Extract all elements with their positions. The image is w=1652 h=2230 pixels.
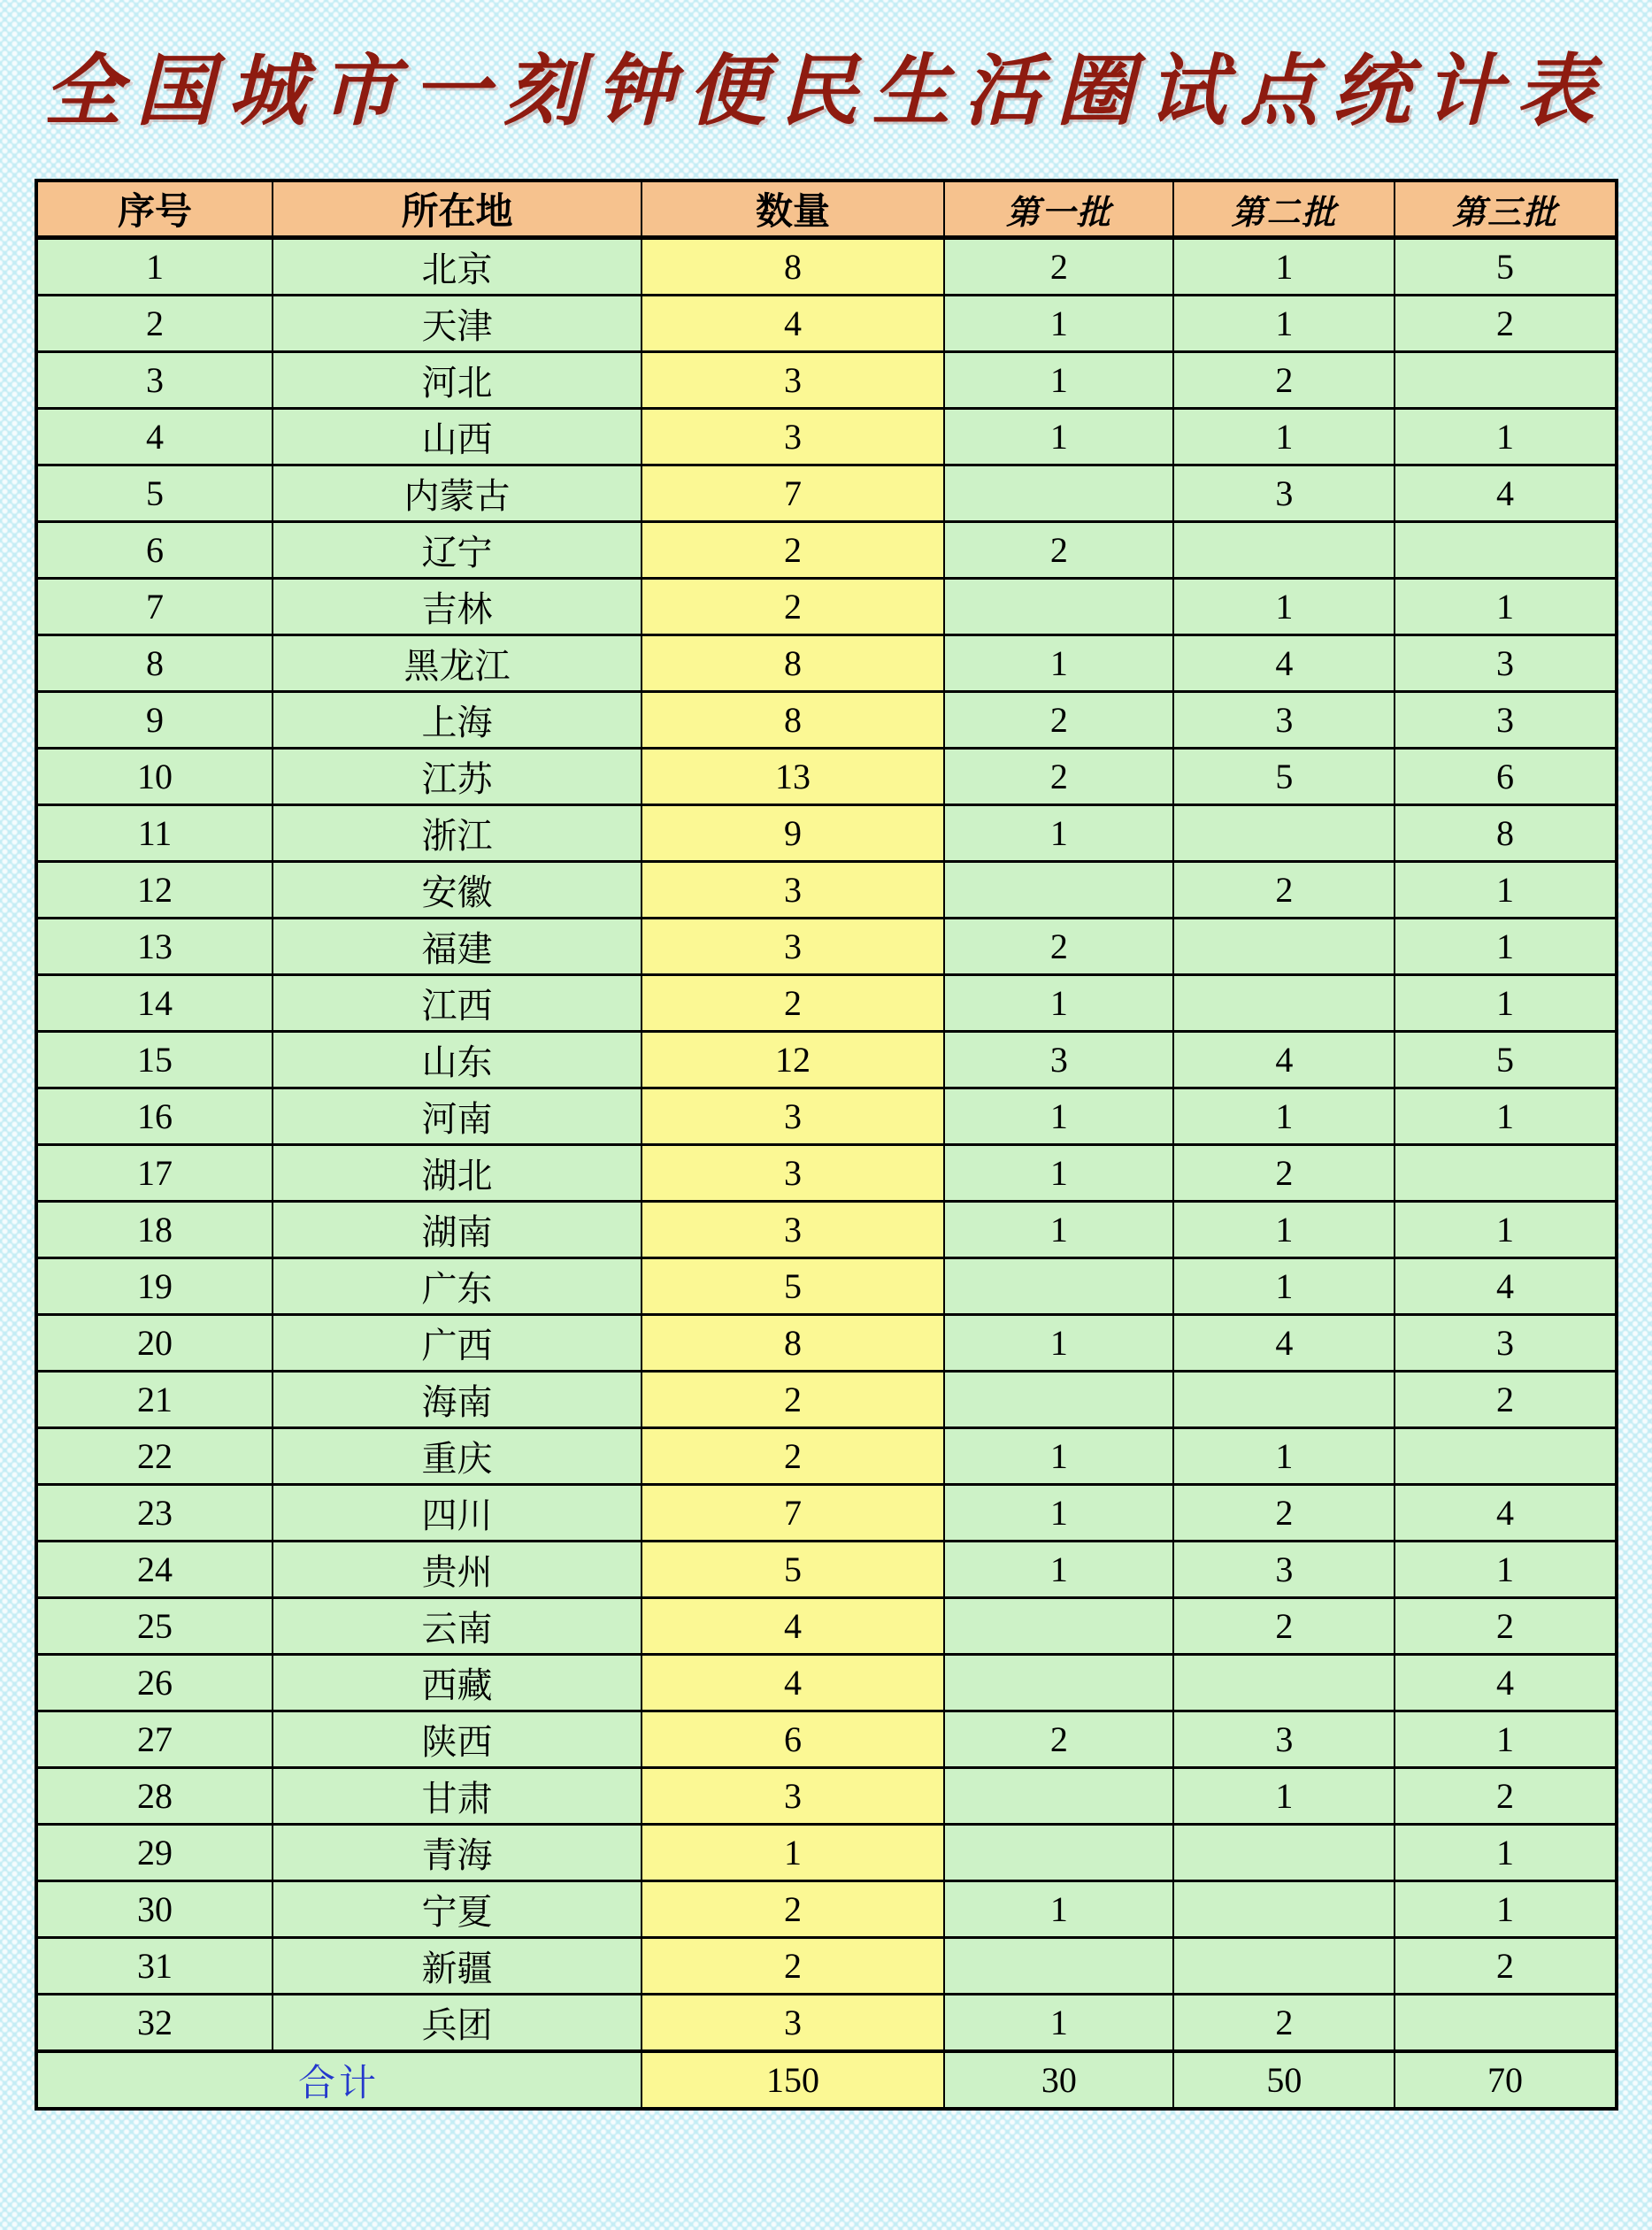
location-cell: 青海: [273, 1825, 641, 1881]
batch2-cell: 1: [1173, 579, 1395, 635]
batch1-cell: 1: [944, 805, 1173, 862]
batch2-cell: 1: [1173, 1202, 1395, 1258]
batch2-cell: 2: [1173, 862, 1395, 919]
seq-cell: 14: [36, 975, 273, 1032]
batch2-cell: 2: [1173, 1995, 1395, 2052]
batch3-cell: 3: [1395, 692, 1616, 749]
batch1-cell: [944, 1372, 1173, 1428]
location-cell: 湖南: [273, 1202, 641, 1258]
table-row: [36, 1768, 1617, 1825]
batch1-cell: 2: [944, 522, 1173, 579]
batch1-cell: 3: [944, 1032, 1173, 1088]
batch1-cell: 2: [944, 238, 1173, 296]
batch3-cell: 2: [1395, 296, 1616, 352]
batch2-cell: 1: [1173, 296, 1395, 352]
statistics-table: [35, 179, 1618, 2111]
quantity-cell: 8: [642, 1315, 945, 1372]
batch2-cell: 1: [1173, 1258, 1395, 1315]
seq-cell: 28: [36, 1768, 273, 1825]
batch1-cell: 1: [944, 1315, 1173, 1372]
quantity-cell: 2: [642, 1938, 945, 1995]
quantity-cell: 3: [642, 862, 945, 919]
table-row: [36, 409, 1617, 465]
batch1-cell: 1: [944, 1485, 1173, 1542]
table-row: [36, 1032, 1617, 1088]
table-row: [36, 919, 1617, 975]
quantity-cell: 2: [642, 522, 945, 579]
location-cell: 新疆: [273, 1938, 641, 1995]
batch1-cell: [944, 1655, 1173, 1711]
page-title: 全国城市一刻钟便民生活圈试点统计表: [43, 44, 1609, 136]
table-row: [36, 1485, 1617, 1542]
seq-cell: 6: [36, 522, 273, 579]
batch3-cell: 2: [1395, 1938, 1616, 1995]
quantity-cell: 2: [642, 1428, 945, 1485]
table-row: [36, 862, 1617, 919]
seq-cell: 18: [36, 1202, 273, 1258]
batch3-cell: 1: [1395, 1542, 1616, 1598]
quantity-cell: 7: [642, 465, 945, 522]
batch2-cell: 2: [1173, 1145, 1395, 1202]
batch1-cell: 1: [944, 1542, 1173, 1598]
batch3-cell: 1: [1395, 975, 1616, 1032]
batch2-cell: [1173, 1938, 1395, 1995]
seq-cell: 9: [36, 692, 273, 749]
batch3-cell: 1: [1395, 1711, 1616, 1768]
table-row: [36, 1088, 1617, 1145]
batch1-cell: 2: [944, 919, 1173, 975]
quantity-cell: 3: [642, 1768, 945, 1825]
batch2-cell: 3: [1173, 692, 1395, 749]
location-cell: 河南: [273, 1088, 641, 1145]
seq-cell: 32: [36, 1995, 273, 2052]
table-row: [36, 579, 1617, 635]
batch3-cell: 8: [1395, 805, 1616, 862]
quantity-cell: 5: [642, 1258, 945, 1315]
batch2-cell: 3: [1173, 1711, 1395, 1768]
table-row: [36, 296, 1617, 352]
location-cell: 西藏: [273, 1655, 641, 1711]
batch2-cell: [1173, 1372, 1395, 1428]
location-cell: 福建: [273, 919, 641, 975]
batch2-cell: [1173, 919, 1395, 975]
seq-cell: 12: [36, 862, 273, 919]
seq-cell: 7: [36, 579, 273, 635]
quantity-cell: 3: [642, 409, 945, 465]
quantity-cell: 7: [642, 1485, 945, 1542]
table-row: [36, 465, 1617, 522]
table-row: [36, 352, 1617, 409]
quantity-cell: 3: [642, 1088, 945, 1145]
quantity-cell: 3: [642, 1995, 945, 2052]
quantity-cell: 4: [642, 296, 945, 352]
seq-cell: 19: [36, 1258, 273, 1315]
batch1-cell: [944, 1598, 1173, 1655]
table-row: [36, 1315, 1617, 1372]
location-cell: 重庆: [273, 1428, 641, 1485]
batch1-cell: 2: [944, 692, 1173, 749]
location-cell: 黑龙江: [273, 635, 641, 692]
seq-cell: 31: [36, 1938, 273, 1995]
location-cell: 吉林: [273, 579, 641, 635]
batch3-cell: 2: [1395, 1768, 1616, 1825]
total-batch3-cell: 70: [1395, 2051, 1616, 2109]
quantity-cell: 1: [642, 1825, 945, 1881]
location-cell: 安徽: [273, 862, 641, 919]
batch1-cell: 1: [944, 296, 1173, 352]
seq-cell: 26: [36, 1655, 273, 1711]
table-row: [36, 1938, 1617, 1995]
location-cell: 江苏: [273, 749, 641, 805]
batch1-cell: [944, 579, 1173, 635]
quantity-cell: 2: [642, 1372, 945, 1428]
col-header-quantity: 数量: [642, 181, 945, 238]
batch1-cell: 1: [944, 352, 1173, 409]
seq-cell: 3: [36, 352, 273, 409]
batch2-cell: [1173, 1825, 1395, 1881]
quantity-cell: 3: [642, 919, 945, 975]
batch3-cell: 1: [1395, 409, 1616, 465]
batch3-cell: 1: [1395, 1881, 1616, 1938]
seq-cell: 13: [36, 919, 273, 975]
location-cell: 广西: [273, 1315, 641, 1372]
batch2-cell: [1173, 1655, 1395, 1711]
batch1-cell: 2: [944, 749, 1173, 805]
location-cell: 海南: [273, 1372, 641, 1428]
quantity-cell: 2: [642, 975, 945, 1032]
batch3-cell: 4: [1395, 1258, 1616, 1315]
batch2-cell: 4: [1173, 1315, 1395, 1372]
table-row: [36, 1428, 1617, 1485]
batch3-cell: [1395, 1428, 1616, 1485]
batch2-cell: 4: [1173, 635, 1395, 692]
seq-cell: 10: [36, 749, 273, 805]
batch1-cell: 2: [944, 1711, 1173, 1768]
batch3-cell: 1: [1395, 1088, 1616, 1145]
location-cell: 北京: [273, 238, 641, 296]
quantity-cell: 8: [642, 238, 945, 296]
quantity-cell: 8: [642, 692, 945, 749]
seq-cell: 23: [36, 1485, 273, 1542]
seq-cell: 2: [36, 296, 273, 352]
batch1-cell: [944, 1938, 1173, 1995]
table-row: [36, 1995, 1617, 2052]
batch3-cell: [1395, 522, 1616, 579]
batch2-cell: [1173, 805, 1395, 862]
total-batch2-cell: 50: [1173, 2051, 1395, 2109]
quantity-cell: 9: [642, 805, 945, 862]
quantity-cell: 4: [642, 1655, 945, 1711]
batch1-cell: 1: [944, 975, 1173, 1032]
location-cell: 湖北: [273, 1145, 641, 1202]
seq-cell: 17: [36, 1145, 273, 1202]
total-batch1-cell: 30: [944, 2051, 1173, 2109]
total-quantity-cell: 150: [642, 2051, 945, 2109]
location-cell: 内蒙古: [273, 465, 641, 522]
batch3-cell: 6: [1395, 749, 1616, 805]
table-row: [36, 1542, 1617, 1598]
location-cell: 山西: [273, 409, 641, 465]
batch2-cell: 3: [1173, 465, 1395, 522]
table-row: [36, 1881, 1617, 1938]
batch1-cell: [944, 862, 1173, 919]
batch3-cell: 5: [1395, 1032, 1616, 1088]
quantity-cell: 6: [642, 1711, 945, 1768]
seq-cell: 24: [36, 1542, 273, 1598]
location-cell: 四川: [273, 1485, 641, 1542]
location-cell: 云南: [273, 1598, 641, 1655]
seq-cell: 11: [36, 805, 273, 862]
seq-cell: 1: [36, 238, 273, 296]
total-label-cell: 合计: [36, 2051, 642, 2109]
seq-cell: 21: [36, 1372, 273, 1428]
location-cell: 兵团: [273, 1995, 641, 2052]
table-row: [36, 1655, 1617, 1711]
location-cell: 山东: [273, 1032, 641, 1088]
table-row: [36, 692, 1617, 749]
location-cell: 浙江: [273, 805, 641, 862]
seq-cell: 27: [36, 1711, 273, 1768]
location-cell: 陕西: [273, 1711, 641, 1768]
batch1-cell: 1: [944, 1145, 1173, 1202]
seq-cell: 4: [36, 409, 273, 465]
batch2-cell: 5: [1173, 749, 1395, 805]
table-row: [36, 1825, 1617, 1881]
quantity-cell: 13: [642, 749, 945, 805]
batch1-cell: [944, 1768, 1173, 1825]
batch3-cell: 4: [1395, 1655, 1616, 1711]
table-row: [36, 749, 1617, 805]
batch2-cell: 2: [1173, 1598, 1395, 1655]
batch2-cell: 1: [1173, 238, 1395, 296]
seq-cell: 16: [36, 1088, 273, 1145]
batch2-cell: 2: [1173, 1485, 1395, 1542]
batch2-cell: 4: [1173, 1032, 1395, 1088]
quantity-cell: 4: [642, 1598, 945, 1655]
table-row: [36, 805, 1617, 862]
batch2-cell: 1: [1173, 409, 1395, 465]
seq-cell: 30: [36, 1881, 273, 1938]
header-row: [36, 181, 1617, 238]
table-row: [36, 238, 1617, 296]
batch1-cell: [944, 1258, 1173, 1315]
batch1-cell: 1: [944, 409, 1173, 465]
batch3-cell: 1: [1395, 579, 1616, 635]
seq-cell: 20: [36, 1315, 273, 1372]
batch1-cell: [944, 1825, 1173, 1881]
seq-cell: 25: [36, 1598, 273, 1655]
batch3-cell: 2: [1395, 1598, 1616, 1655]
seq-cell: 8: [36, 635, 273, 692]
seq-cell: 29: [36, 1825, 273, 1881]
table-row: [36, 635, 1617, 692]
total-row: [36, 2051, 1617, 2109]
batch3-cell: [1395, 1145, 1616, 1202]
batch2-cell: 1: [1173, 1088, 1395, 1145]
col-header-batch3: 第三批: [1395, 181, 1616, 238]
batch3-cell: [1395, 352, 1616, 409]
quantity-cell: 3: [642, 1202, 945, 1258]
batch1-cell: 1: [944, 635, 1173, 692]
location-cell: 河北: [273, 352, 641, 409]
table-row: [36, 975, 1617, 1032]
col-header-batch1: 第一批: [944, 181, 1173, 238]
batch2-cell: 2: [1173, 352, 1395, 409]
location-cell: 江西: [273, 975, 641, 1032]
seq-cell: 15: [36, 1032, 273, 1088]
location-cell: 宁夏: [273, 1881, 641, 1938]
seq-cell: 22: [36, 1428, 273, 1485]
table-row: [36, 1258, 1617, 1315]
table-row: [36, 1711, 1617, 1768]
batch3-cell: [1395, 1995, 1616, 2052]
table-row: [36, 1202, 1617, 1258]
table-row: [36, 522, 1617, 579]
table-row: [36, 1372, 1617, 1428]
batch3-cell: 1: [1395, 919, 1616, 975]
quantity-cell: 2: [642, 1881, 945, 1938]
batch1-cell: 1: [944, 1995, 1173, 2052]
quantity-cell: 3: [642, 352, 945, 409]
batch1-cell: 1: [944, 1202, 1173, 1258]
quantity-cell: 3: [642, 1145, 945, 1202]
batch2-cell: 3: [1173, 1542, 1395, 1598]
batch2-cell: 1: [1173, 1428, 1395, 1485]
batch3-cell: 3: [1395, 635, 1616, 692]
seq-cell: 5: [36, 465, 273, 522]
location-cell: 天津: [273, 296, 641, 352]
batch2-cell: [1173, 522, 1395, 579]
batch2-cell: 1: [1173, 1768, 1395, 1825]
location-cell: 辽宁: [273, 522, 641, 579]
table-row: [36, 1145, 1617, 1202]
quantity-cell: 8: [642, 635, 945, 692]
col-header-location: 所在地: [273, 181, 641, 238]
batch3-cell: 3: [1395, 1315, 1616, 1372]
batch1-cell: 1: [944, 1428, 1173, 1485]
batch3-cell: 4: [1395, 465, 1616, 522]
location-cell: 甘肃: [273, 1768, 641, 1825]
col-header-seq: 序号: [36, 181, 273, 238]
batch1-cell: 1: [944, 1881, 1173, 1938]
batch3-cell: 1: [1395, 1825, 1616, 1881]
location-cell: 贵州: [273, 1542, 641, 1598]
batch2-cell: [1173, 1881, 1395, 1938]
batch1-cell: 1: [944, 1088, 1173, 1145]
batch2-cell: [1173, 975, 1395, 1032]
col-header-batch2: 第二批: [1173, 181, 1395, 238]
batch3-cell: 5: [1395, 238, 1616, 296]
batch3-cell: 2: [1395, 1372, 1616, 1428]
batch3-cell: 1: [1395, 862, 1616, 919]
location-cell: 上海: [273, 692, 641, 749]
batch1-cell: [944, 465, 1173, 522]
batch3-cell: 4: [1395, 1485, 1616, 1542]
table-row: [36, 1598, 1617, 1655]
quantity-cell: 12: [642, 1032, 945, 1088]
quantity-cell: 2: [642, 579, 945, 635]
batch3-cell: 1: [1395, 1202, 1616, 1258]
quantity-cell: 5: [642, 1542, 945, 1598]
location-cell: 广东: [273, 1258, 641, 1315]
